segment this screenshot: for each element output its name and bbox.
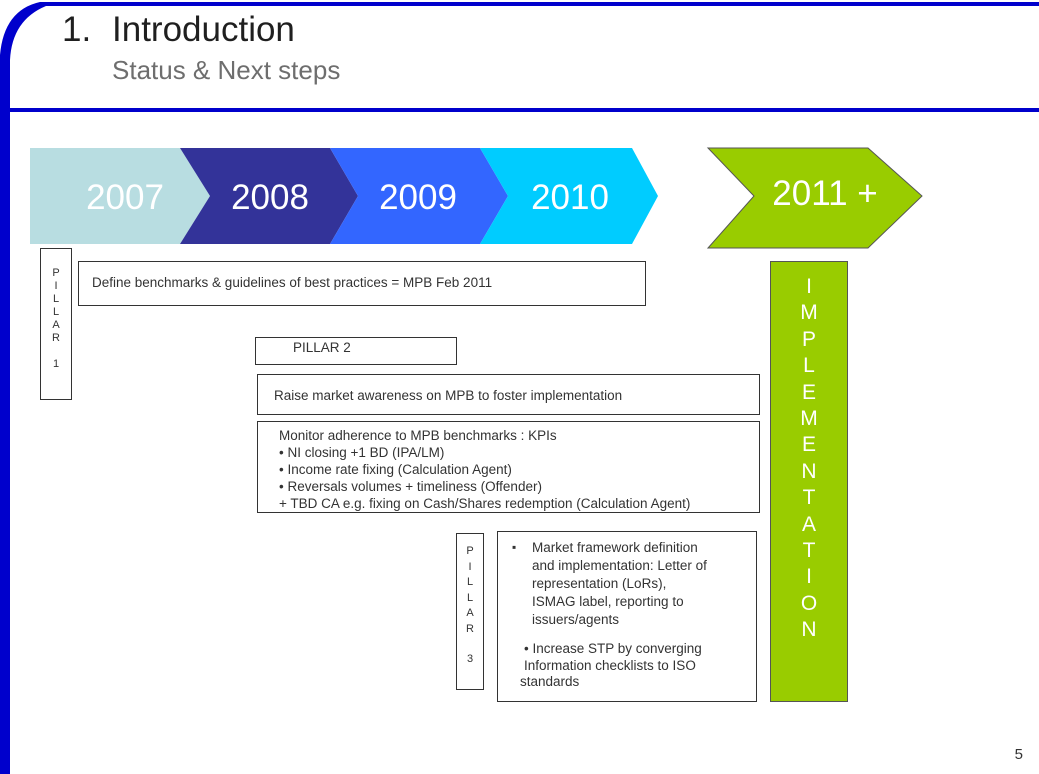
pillar1-number: 1: [52, 358, 60, 370]
pillar3-label-box: [456, 533, 484, 690]
bullet2-line: Information checklists to ISO: [524, 657, 696, 673]
kpi-item: • Reversals volumes + timeliness (Offender): [279, 479, 542, 494]
pillar1-box: [78, 261, 646, 306]
impl-letter: M: [800, 301, 818, 325]
year-2009-label: 2009: [379, 178, 457, 217]
pillar2-label: PILLAR 2: [293, 340, 351, 355]
bullet-icon: ▪: [512, 540, 517, 554]
section-number: 1.: [62, 10, 92, 49]
impl-letter: N: [801, 459, 817, 483]
pillar3-bullet1: [532, 539, 707, 629]
bullet2-line: standards: [520, 674, 580, 689]
kpi-item: • Income rate fixing (Calculation Agent): [279, 462, 512, 477]
bullet1-line: representation (LoRs),: [532, 576, 667, 591]
pillar2-label-box: [255, 337, 457, 365]
page-number: 5: [1014, 746, 1023, 763]
pillar3-letter: L: [466, 591, 474, 604]
impl-letter: M: [800, 407, 818, 431]
impl-letter: I: [806, 275, 812, 298]
impl-letter: E: [801, 380, 816, 404]
awareness-text: Raise market awareness on MPB to foster implementation: [274, 388, 623, 403]
impl-letter: E: [801, 433, 816, 457]
bullet1-line: Market framework definition: [532, 540, 698, 555]
pillar1-label-box: [40, 248, 72, 400]
monitor-box: [257, 421, 760, 513]
timeline-arrows: [0, 0, 1039, 260]
impl-letter: P: [801, 327, 816, 351]
pillar3-number: 3: [466, 653, 474, 665]
pillar1-letter: R: [52, 332, 60, 344]
impl-letter: T: [802, 486, 816, 510]
bullet1-line: issuers/agents: [532, 612, 620, 627]
impl-letter: O: [800, 591, 818, 615]
page-title: Introduction: [112, 10, 295, 49]
year-2008-label: 2008: [231, 178, 309, 217]
pillar3-letter: L: [466, 576, 474, 588]
pillar1-text: Define benchmarks & guidelines of best practices = MPB Feb 2011: [92, 275, 493, 290]
pillar1-letter: I: [54, 280, 58, 292]
bullet2-line: • Increase STP by converging: [524, 641, 702, 656]
impl-letter: L: [803, 354, 815, 378]
pillar3-bullet2: [520, 641, 702, 691]
impl-letter: T: [802, 539, 816, 563]
pillar1-letter: L: [52, 306, 60, 318]
implementation-box: [770, 261, 848, 702]
awareness-box: [257, 374, 760, 415]
page-subtitle: Status & Next steps: [112, 55, 341, 85]
impl-letter: A: [801, 512, 816, 536]
impl-letter: N: [801, 618, 817, 642]
monitor-title: Monitor adherence to MPB benchmarks : KPIs: [279, 428, 557, 443]
bullet1-line: ISMAG label, reporting to: [532, 594, 684, 609]
kpi-item: + TBD CA e.g. fixing on Cash/Shares redemption (Calculation Agent): [279, 496, 691, 511]
bullet1-line: and implementation: Letter of: [532, 558, 707, 573]
impl-letter: I: [806, 565, 812, 589]
pillar3-letter: A: [466, 607, 474, 619]
pillar1-letter: P: [52, 267, 60, 279]
year-2011-label: 2011 +: [772, 174, 878, 213]
pillar3-letter: R: [466, 622, 474, 635]
year-2010-label: 2010: [531, 178, 609, 217]
year-2007-label: 2007: [86, 178, 164, 217]
pillar3-letter: I: [468, 560, 472, 573]
pillar3-letter: P: [466, 545, 474, 557]
pillar1-letter: L: [52, 293, 60, 305]
pillar1-letter: A: [52, 319, 60, 331]
kpi-item: • NI closing +1 BD (IPA/LM): [279, 445, 445, 460]
pillar3-box: [497, 531, 757, 702]
